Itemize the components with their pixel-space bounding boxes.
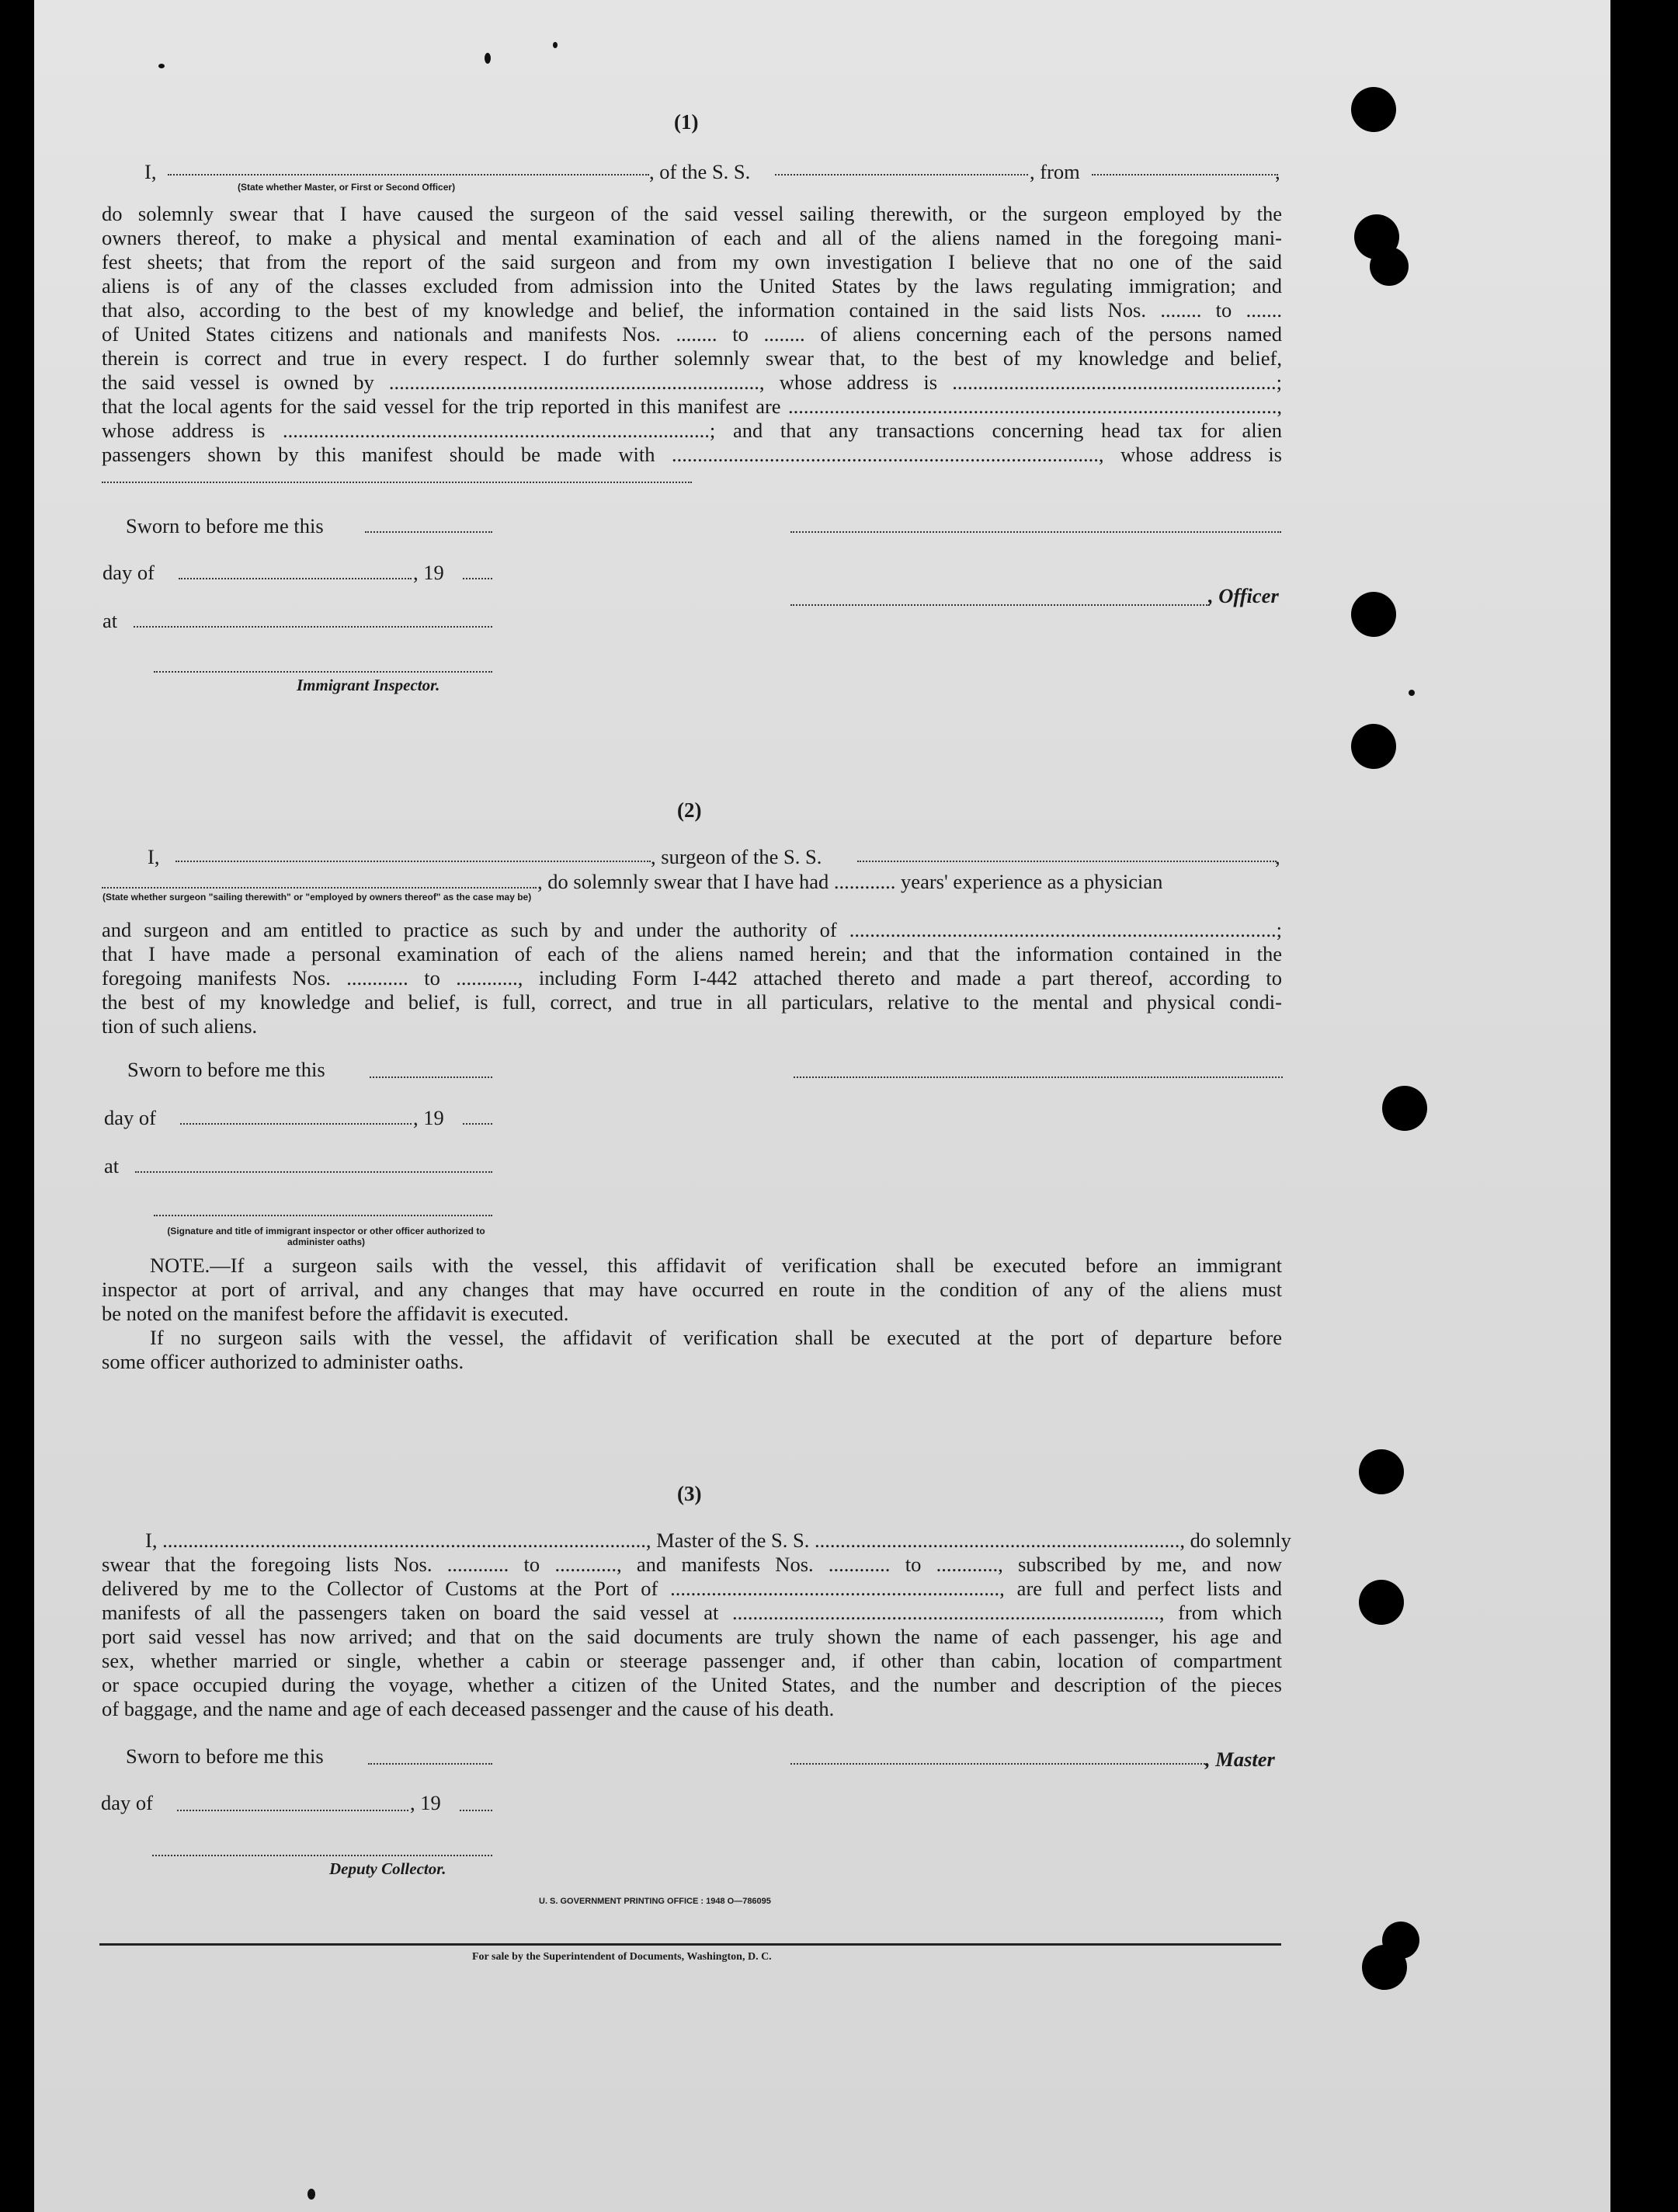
punch-hole	[1382, 1922, 1419, 1959]
inspector-label: Immigrant Inspector.	[297, 676, 440, 694]
at-label: at	[102, 609, 118, 632]
punch-hole	[1351, 592, 1396, 637]
blank-line	[135, 1170, 492, 1173]
master-signature-line	[790, 1762, 1205, 1765]
year-label: , 19	[413, 1106, 444, 1129]
officer-label: , Officer	[1208, 584, 1279, 607]
signature-line	[794, 1075, 1283, 1078]
master-label: , Master	[1205, 1748, 1275, 1771]
punch-hole	[1359, 1580, 1404, 1625]
day-of-label: day of	[104, 1106, 156, 1129]
collector-label: Deputy Collector.	[329, 1859, 446, 1878]
punch-hole	[1351, 724, 1396, 769]
blank-line	[463, 576, 492, 579]
day-of-label: day of	[102, 561, 155, 584]
sworn-label: Sworn to before me this	[126, 514, 324, 537]
surgeon-caption: (State whether surgeon "sailing therewith" or "employed by owners thereof" as the case may be)	[102, 892, 532, 903]
blank-line	[134, 624, 492, 628]
sworn-label: Sworn to before me this	[127, 1058, 325, 1081]
punch-hole	[1382, 1086, 1427, 1131]
sworn-label: Sworn to before me this	[126, 1744, 324, 1768]
footer-rule	[99, 1943, 1281, 1946]
year-label: , 19	[413, 561, 444, 584]
section1-from-label: , from	[1030, 160, 1080, 183]
blank-line	[102, 885, 537, 889]
ink-speck	[307, 2189, 315, 2200]
blank-line	[179, 576, 412, 579]
section1-line1: I,	[144, 160, 157, 183]
punch-hole	[1351, 87, 1396, 132]
section2-body: and surgeon and am entitled to practice as such by and under the authority of ...................................................................................; that I have made a personal examination of each of the aliens named herein; and that the information contained in the foregoing manifests Nos. ............ to ............, including Form I-442 attached thereto and made a part thereof, according to the best of my knowledge and belief, is full, correct, and true in all particulars, relative to the mental and physical condi- tion of such aliens.	[102, 918, 1282, 1038]
blank-line	[460, 1808, 492, 1811]
signature-line	[790, 530, 1281, 533]
blank-line	[775, 172, 1028, 176]
inspector-signature-line	[154, 1213, 492, 1216]
signature-caption: (Signature and title of immigrant inspector or other officer authorized to administer oaths)	[167, 1226, 485, 1247]
section-number: (1)	[674, 110, 699, 134]
blank-line	[370, 1075, 492, 1078]
blank-line	[102, 480, 692, 483]
blank-line	[463, 1122, 492, 1125]
section1-body: do solemnly swear that I have caused the surgeon of the said vessel sailing therewith, or the surgeon employed by the owners thereof, to make a physical and mental examination of each and all of the aliens named in the foregoing mani- fest sheets; that from the report of the said surgeon and from my own investigation I believe that no one of the said aliens is of any of the classes excluded from admission into the United States by the laws regulating immigration; and that also, according to the best of my knowledge and belief, the information contained in the said lists Nos. ........ to ....... of United States citizens and nationals and manifests Nos. ........ to ........ of aliens concerning each of the persons named therein is correct and true in every respect. I do further solemnly swear that, to the best of my knowledge and belief, the said vessel is owned by ........................................................................, whose address is ...............................................................; that the local agents for the said vessel for the trip reported in this manifest are ..............................................................................................., whose address is ...................................................................................; and that any transactions concerning head tax for alien passengers shown by this manifest should be made with ..................................................................................., whose address is	[102, 202, 1282, 466]
sale-notice: For sale by the Superintendent of Documents, Washington, D. C.	[472, 1951, 772, 1963]
blank-line	[177, 1808, 408, 1811]
blank-line	[175, 859, 651, 862]
punch-hole	[1359, 1449, 1404, 1494]
year-label: , 19	[410, 1791, 441, 1814]
printing-office: U. S. GOVERNMENT PRINTING OFFICE : 1948 O—786095	[539, 1897, 771, 1906]
officer-caption: (State whether Master, or First or Second Officer)	[238, 182, 456, 193]
blank-line	[180, 1122, 412, 1125]
day-of-label: day of	[101, 1791, 153, 1814]
punch-hole	[1370, 247, 1409, 286]
blank-line	[1092, 172, 1278, 176]
blank-line	[365, 530, 492, 533]
ink-speck	[158, 64, 165, 68]
at-label: at	[104, 1154, 120, 1177]
section1-comma: ,	[1275, 160, 1280, 183]
blank-line	[168, 172, 649, 176]
blank-line	[368, 1762, 492, 1765]
section2-note: NOTE.—If a surgeon sails with the vessel, this affidavit of verification shall be executed before an immigrant inspector at port of arrival, and any changes that may have occurred en route in the condition of any of the aliens must be noted on the manifest before the affidavit is executed. If no surgeon sails with the vessel, the affidavit of verification shall be executed at the port of departure before some officer authorized to administer oaths.	[102, 1254, 1282, 1373]
blank-line	[857, 859, 1277, 862]
inspector-signature-line	[154, 670, 492, 673]
ink-speck	[485, 53, 491, 64]
section1-ship-label: , of the S. S.	[649, 160, 751, 183]
section2-comma: ,	[1275, 845, 1280, 868]
section-number: (2)	[677, 798, 702, 822]
section2-surgeon-label: , surgeon of the S. S.	[651, 845, 822, 868]
section2-line1: I,	[148, 845, 160, 868]
section-number: (3)	[677, 1482, 702, 1505]
section2-line2: , do solemnly swear that I have had ............ years' experience as a physician	[537, 870, 1163, 893]
collector-signature-line	[152, 1853, 492, 1856]
section3-body: I, .............................................................................................., Master of the S. S. ......................................................................., do solemnly swear that the foregoing lists Nos. ............ to ............, and manifests Nos. ............ to ............, subscribed by me, and now delivered by me to the Collector of Customs at the Port of ................................................................, are full and perfect lists and manifests of all the passengers taken on board the said vessel at ..................................................................................., from which port said vessel has now arrived; and that on the said documents are truly shown the name of each passenger, his age and sex, whether married or single, whether a cabin or steerage passenger and, if other than cabin, location of compartment or space occupied during the voyage, whether a citizen of the United States, and the number and description of the pieces of baggage, and the name and age of each deceased passenger and the cause of his death.	[102, 1529, 1291, 1720]
officer-signature-line	[790, 603, 1210, 606]
ink-speck	[553, 42, 558, 48]
ink-speck	[1409, 690, 1415, 696]
